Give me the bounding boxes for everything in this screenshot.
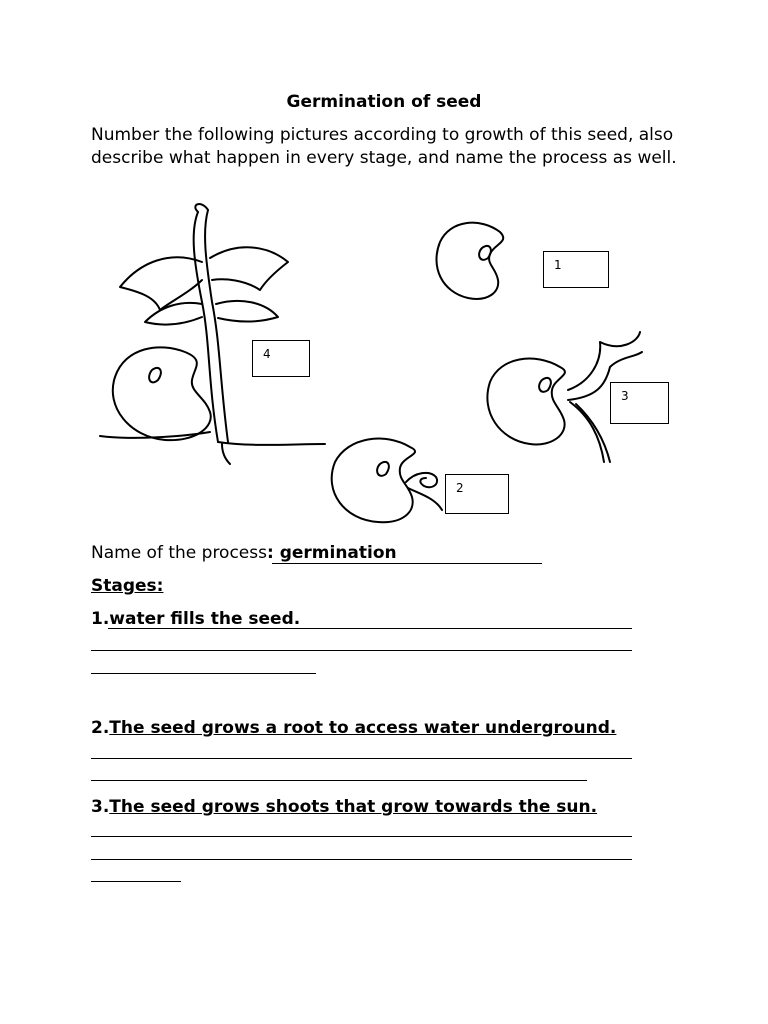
stage-1-line-2 [91, 650, 632, 651]
stage-2-text: The seed grows a root to access water underground. [109, 718, 617, 738]
process-answer: : germination [266, 543, 397, 563]
stage-3-answer [91, 797, 597, 817]
stage-2-line-1 [91, 758, 632, 759]
stage-1-number: 1. [91, 609, 110, 629]
stage-1-text: water fills the seed. [109, 609, 301, 629]
stage-box-3: 3 [610, 382, 669, 424]
seed-with-root-drawing [332, 439, 442, 523]
process-answer-line [272, 563, 542, 564]
stage-box-1: 1 [543, 251, 609, 288]
process-prompt: Name of the process [91, 543, 267, 563]
stage-box-2: 2 [445, 474, 509, 514]
stage-3-line-2 [91, 859, 632, 860]
stage-2-line-2 [91, 780, 587, 781]
stage-2-answer [91, 718, 616, 738]
worksheet-title: Germination of seed [286, 92, 482, 112]
stage-3-number: 3. [91, 797, 110, 817]
seed-stages-drawing [90, 192, 690, 532]
stage-2-number: 2. [91, 718, 110, 738]
dry-seed-drawing [436, 223, 503, 299]
stage-box-4: 4 [252, 340, 310, 377]
stages-heading: Stages: [91, 576, 164, 596]
germination-figure [90, 192, 690, 532]
instructions-text: Number the following pictures according to growth of this seed, also describe what happen in every stage, and name the process as well. [91, 125, 677, 168]
plant-with-leaves-drawing [100, 204, 325, 464]
process-line [91, 543, 397, 563]
stage-3-line-3 [91, 881, 181, 882]
stage-1-answer [91, 609, 300, 629]
stage-1-line-1 [108, 628, 632, 629]
stage-3-text: The seed grows shoots that grow towards the sun. [109, 797, 598, 817]
stage-1-line-3 [91, 673, 316, 674]
stage-3-line-1 [91, 836, 632, 837]
